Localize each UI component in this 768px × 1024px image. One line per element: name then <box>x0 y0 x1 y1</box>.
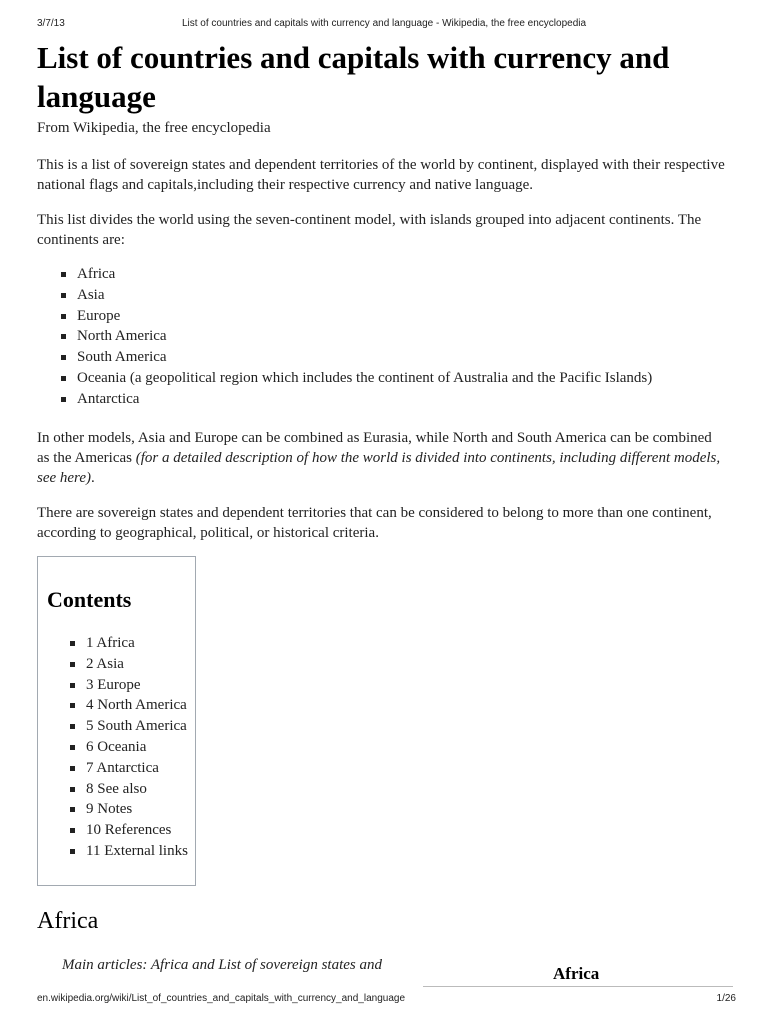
list-item: Africa <box>77 264 727 285</box>
page-title: List of countries and capitals with currency and language <box>37 40 670 114</box>
toc-item-notes[interactable]: 9 Notes <box>86 799 188 820</box>
continents-list <box>37 264 727 410</box>
models-paragraph <box>37 428 727 488</box>
list-item: Asia <box>77 285 727 306</box>
toc-item-references[interactable]: 10 References <box>86 820 188 841</box>
site-tagline: From Wikipedia, the free encyclopedia <box>37 120 271 136</box>
list-item: Europe <box>77 306 727 327</box>
toc-list <box>38 633 188 862</box>
infobox-divider <box>423 986 733 987</box>
intro-paragraph-1: This is a list of sovereign states and dependent territories of the world by continent, displayed with their respective national flags and capitals,including their respective currency and native language. <box>37 157 725 193</box>
toc-item-asia[interactable]: 2 Asia <box>86 654 188 675</box>
table-of-contents <box>37 556 196 886</box>
list-item: Antarctica <box>77 389 727 410</box>
toc-item-antarctica[interactable]: 7 Antarctica <box>86 758 188 779</box>
toc-title: Contents <box>47 587 132 612</box>
toc-item-africa[interactable]: 1 Africa <box>86 633 188 654</box>
article-content <box>37 38 727 543</box>
page-number: 1/26 <box>716 993 736 1004</box>
section-heading-africa: Africa <box>37 908 99 934</box>
models-end: . <box>91 469 95 486</box>
models-text: In other models, Asia and Europe can be combined as Eurasia, while North and South America can be combined as the Americas <box>37 429 712 466</box>
print-url: en.wikipedia.org/wiki/List_of_countries_and_capitals_with_currency_and_language <box>37 993 406 1004</box>
toc-item-oceania[interactable]: 6 Oceania <box>86 737 188 758</box>
print-date: 3/7/13 <box>37 18 65 29</box>
models-note: (for a detailed description of how the world is divided into continents, including different models, see here) <box>37 449 721 486</box>
toc-item-south-america[interactable]: 5 South America <box>86 716 188 737</box>
list-item: Oceania (a geopolitical region which includes the continent of Australia and the Pacific Islands) <box>77 368 727 389</box>
intro-paragraph-2: This list divides the world using the seven-continent model, with islands grouped into adjacent continents. The continents are: <box>37 212 702 248</box>
toc-item-europe[interactable]: 3 Europe <box>86 675 188 696</box>
main-articles-hatnote: Main articles: Africa and List of sovereign states and <box>62 957 382 973</box>
list-item: South America <box>77 347 727 368</box>
infobox-caption: Africa <box>553 964 600 983</box>
toc-item-see-also[interactable]: 8 See also <box>86 779 188 800</box>
multi-continent-paragraph: There are sovereign states and dependent territories that can be considered to belong to more than one continent, according to geographical, political, or historical criteria. <box>37 504 712 541</box>
toc-item-north-america[interactable]: 4 North America <box>86 695 188 716</box>
toc-item-external-links[interactable]: 11 External links <box>86 841 188 862</box>
list-item: North America <box>77 326 727 347</box>
print-page-title: List of countries and capitals with currency and language - Wikipedia, the free encyclopedia <box>181 18 587 29</box>
